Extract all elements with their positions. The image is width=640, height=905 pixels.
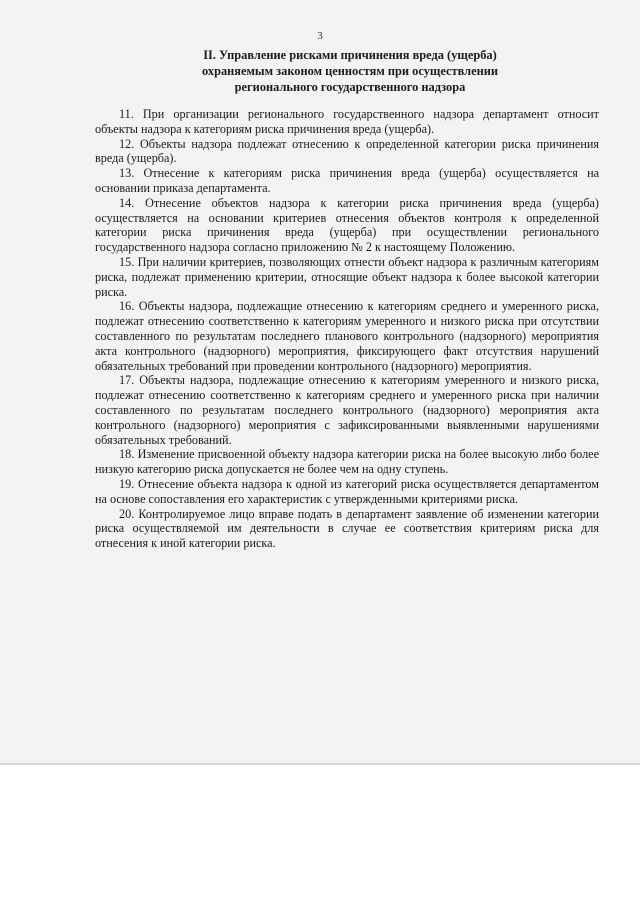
paragraph-13: 13. Отнесение к категориям риска причинения вреда (ущерба) осуществляется на основании приказа департамента. xyxy=(95,166,599,195)
paragraph-20: 20. Контролируемое лицо вправе подать в департамент заявление об изменении категории риска осуществляемой им деятельности в случае ее соответствия критериям риска для отнесения к иной категории риска. xyxy=(95,506,599,551)
paragraph-18: 18. Изменение присвоенной объекту надзора категории риска на более высокую либо более низкую категорию риска допускается не более чем на одну ступень. xyxy=(95,447,599,477)
scan-bottom-edge xyxy=(0,763,640,765)
paragraph-12: 12. Объекты надзора подлежат отнесению к определенной категории риска причинения вреда (ущерба). xyxy=(95,136,599,166)
paragraph-15: 15. При наличии критериев, позволяющих отнести объект надзора к различным категориям риска, подлежат применению критерии, относящие объект надзора к более высокой категории риска. xyxy=(95,254,599,299)
paragraph-17: 17. Объекты надзора, подлежащие отнесению к категориям умеренного и низкого риска, подлежат отнесению соответственно к категориям среднего и умеренного риска при наличии составленного по результатам последнего контрольного (надзорного) мероприятия акта контрольного (надзорного) мероприятия с зафиксированными выявленными нарушениями обязательных требований. xyxy=(95,373,599,447)
section-title-line: II. Управление рисками причинения вреда (ущерба) xyxy=(203,48,497,62)
paragraph-19: 19. Отнесение объекта надзора к одной из категорий риска осуществляется департаментом на основе сопоставления его характеристик с утвержденными критериями риска. xyxy=(95,476,599,506)
paragraph-14: 14. Отнесение объектов надзора к категории риска причинения вреда (ущерба) осуществляется на основании критериев отнесения объектов контроля к определенной категории риска причинения вреда (ущерба) при осуществлении регионального государственного надзора согласно приложению № 2 к настоящему Положению. xyxy=(95,195,599,255)
document-body xyxy=(95,107,599,551)
section-title xyxy=(100,47,600,95)
section-title-line: охраняемым законом ценностям при осуществлении xyxy=(201,64,498,78)
paragraph-11: 11. При организации регионального государственного надзора департамент относит объекты надзора к категориям риска причинения вреда (ущерба). xyxy=(95,107,599,136)
page-number: 3 xyxy=(317,30,323,42)
paragraph-16: 16. Объекты надзора, подлежащие отнесению к категориям среднего и умеренного риска, подлежат отнесению соответственно к категориям умеренного и низкого риска при отсутствии составленного по результатам последнего планового контрольного (надзорного) мероприятия акта контрольного (надзорного) мероприятия, фиксирующего факт отсутствия нарушений обязательных требований при проведении контрольного (надзорного) мероприятия. xyxy=(95,299,599,373)
section-title-line: регионального государственного надзора xyxy=(234,80,466,94)
